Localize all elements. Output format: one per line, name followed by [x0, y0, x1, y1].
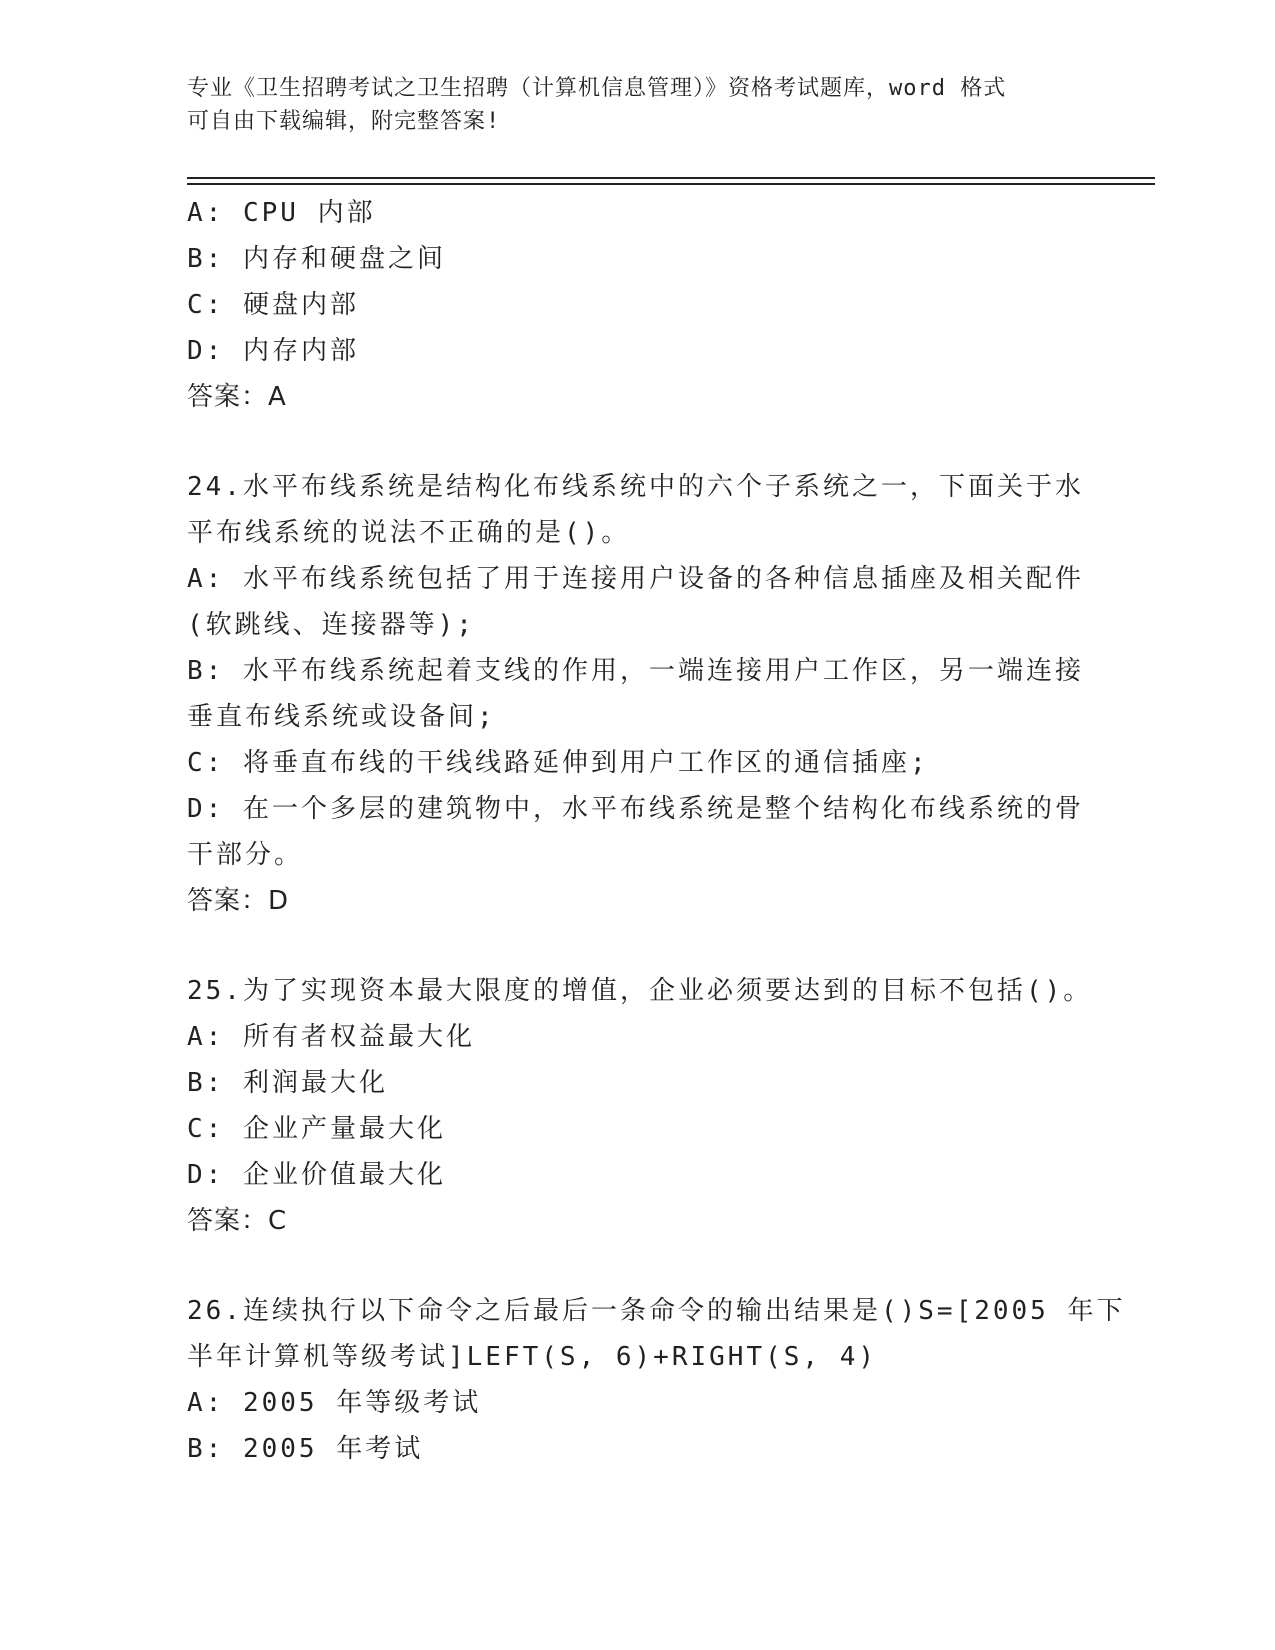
option-d-cont: 干部分。: [187, 840, 304, 870]
option-d: D: 内存内部: [187, 336, 359, 366]
option-a: A: 水平布线系统包括了用于连接用户设备的各种信息插座及相关配件: [187, 564, 1084, 594]
option-c: C: 企业产量最大化: [187, 1114, 446, 1144]
question-stem: 平布线系统的说法不正确的是()。: [187, 518, 631, 548]
option-b-cont: 垂直布线系统或设备间;: [187, 702, 496, 732]
option-b: B: 水平布线系统起着支线的作用，一端连接用户工作区，另一端连接: [187, 656, 1084, 686]
option-b: B: 2005 年考试: [187, 1434, 424, 1464]
option-a: A: 2005 年等级考试: [187, 1388, 482, 1418]
question-23-tail: [187, 190, 1087, 420]
question-stem: 25.为了实现资本最大限度的增值，企业必须要达到的目标不包括()。: [187, 976, 1093, 1006]
option-b: B: 内存和硬盘之间: [187, 244, 446, 274]
option-a: A: CPU 内部: [187, 198, 376, 228]
question-stem: 24.水平布线系统是结构化布线系统中的六个子系统之一，下面关于水: [187, 472, 1084, 502]
option-c: C: 硬盘内部: [187, 290, 359, 320]
option-a: A: 所有者权益最大化: [187, 1022, 475, 1052]
header-line-2: 可自由下载编辑，附完整答案!: [187, 109, 501, 134]
question-26: [187, 1288, 1126, 1472]
question-list: [187, 190, 1126, 1472]
header-divider-bottom: [187, 183, 1155, 185]
answer: 答案：D: [187, 886, 290, 916]
option-d: D: 企业价值最大化: [187, 1160, 446, 1190]
option-c: C: 将垂直布线的干线线路延伸到用户工作区的通信插座;: [187, 748, 929, 778]
header-divider-top: [187, 177, 1155, 179]
option-a-cont: (软跳线、连接器等);: [187, 610, 475, 640]
answer: 答案：C: [187, 1206, 288, 1236]
header-line-1: 专业《卫生招聘考试之卫生招聘（计算机信息管理）》资格考试题库，word 格式: [187, 76, 1007, 101]
question-stem: 半年计算机等级考试]LEFT(S, 6)+RIGHT(S, 4): [187, 1342, 878, 1372]
answer: 答案：A: [187, 382, 287, 412]
option-b: B: 利润最大化: [187, 1068, 388, 1098]
question-25: [187, 968, 1093, 1244]
option-d: D: 在一个多层的建筑物中，水平布线系统是整个结构化布线系统的骨: [187, 794, 1084, 824]
document-header: [187, 72, 1067, 138]
question-stem: 26.连续执行以下命令之后最后一条命令的输出结果是()S=[2005 年下: [187, 1296, 1126, 1326]
question-24: [187, 464, 1087, 924]
